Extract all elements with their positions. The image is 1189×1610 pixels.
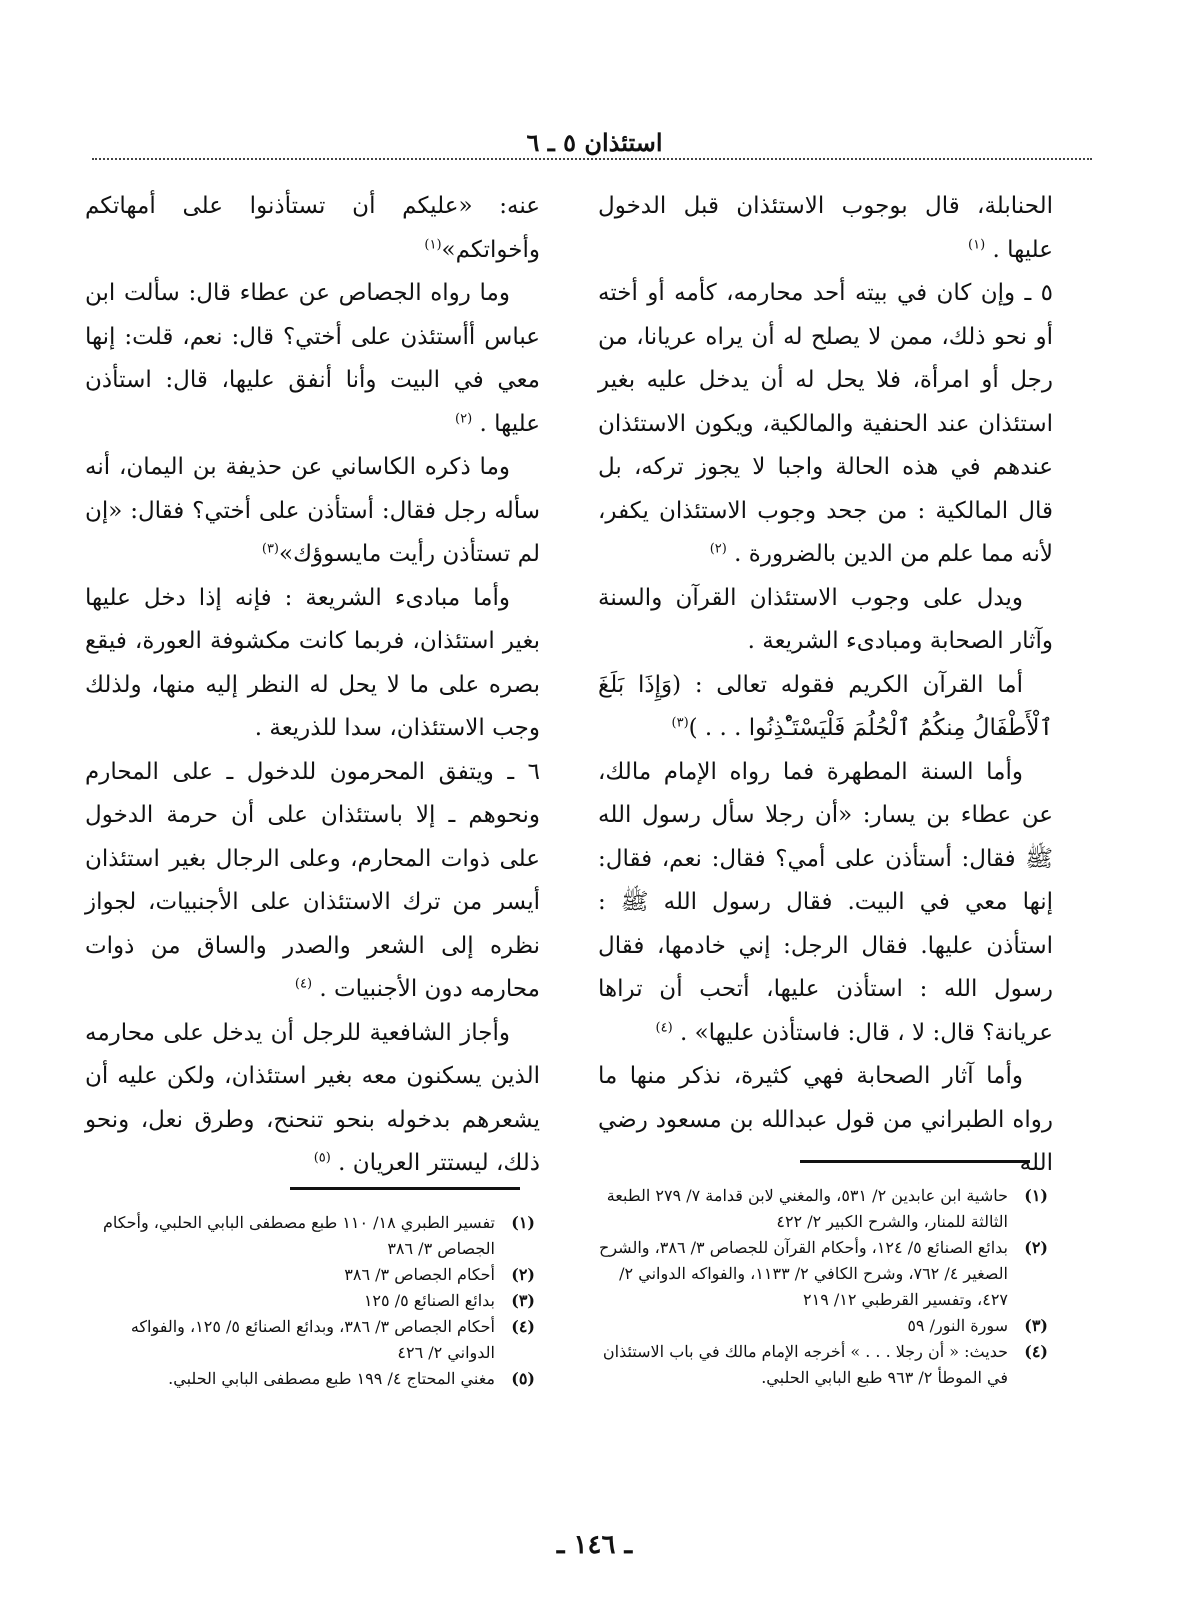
footnote: (٤) أحكام الجصاص ٣/ ٣٨٦، وبدائع الصنائع ٥/ ١٢٥، والفواكه الدواني ٢/ ٤٢٦ bbox=[130, 1317, 535, 1362]
footnote-marker: (٥) bbox=[313, 1150, 331, 1166]
paragraph: الحنابلة، قال بوجوب الاستئذان قبل الدخول عليها . $^{(١)}$ bbox=[598, 193, 1053, 263]
footnote-separator bbox=[290, 1187, 520, 1190]
footnote-marker: (٢) bbox=[455, 410, 473, 426]
paragraph: وأما مبادىء الشريعة : فإنه إذا دخل عليها بغير استئذان، فربما كانت مكشوفة العورة، فيقع بصره على ما لا يحل له النظر إليه منها، ولذلك وجب الاستئذان، سدا للذريعة . bbox=[85, 584, 540, 741]
footnotes-right bbox=[598, 1183, 1048, 1391]
footnote: (١) تفسير الطبري ١٨/ ١١٠ طبع مصطفى البابي الحلبي، وأحكام الجصاص ٣/ ٣٨٦ bbox=[102, 1213, 535, 1258]
footnote-marker: (٢) bbox=[709, 541, 727, 557]
right-column bbox=[598, 185, 1053, 1186]
footnote: (٢) بدائع الصنائع ٥/ ١٢٤، وأحكام القرآن للجصاص ٣/ ٣٨٦، والشرح الصغير ٤/ ٧٦٢، وشرح الكافي ٢/ ١١٣٣، والفواكه الدواني ٢/ ٤٢٧، وتفسير القرطبي ١٢/ ٢١٩ bbox=[599, 1238, 1048, 1309]
footnote-marker: (١) bbox=[424, 236, 442, 252]
footnote: (٢) أحكام الجصاص ٣/ ٣٨٦ bbox=[344, 1265, 535, 1284]
paragraph: ٦ ـ ويتفق المحرمون للدخول ـ على المحارم ونحوهم ـ إلا باستئذان على أن حرمة الدخول على ذوات المحارم، وعلى الرجال بغير استئذان أيسر من ترك الاستئذان على الأجنبيات، لجواز نظره إلى الشعر والصدر والساق من ذوات محارمه دون الأجنبيات . $^{(٤)}$ bbox=[85, 758, 540, 1002]
footnotes-left bbox=[85, 1210, 535, 1392]
footnote-marker: (٣) bbox=[671, 715, 689, 731]
footnote: (٥) مغني المحتاج ٤/ ١٩٩ طبع مصطفى البابي الحلبي. bbox=[168, 1369, 535, 1388]
paragraph: وأما السنة المطهرة فما رواه الإمام مالك، عن عطاء بن يسار: «أن رجلا سأل رسول الله ﷺ فقال: أستأذن على أمي؟ فقال: نعم، فقال: إنها معي في البيت. فقال رسول الله ﷺ : استأذن عليها. فقال الرجل: إني خادمها، فقال رسول الله : استأذن عليها، أتحب أن تراها عريانة؟ قال: لا ، قال: فاستأذن عليها» . $^{(٤)}$ bbox=[598, 758, 1053, 1046]
paragraph: وما رواه الجصاص عن عطاء قال: سألت ابن عباس أأستئذن على أختي؟ قال: نعم، قلت: إنها معي في البيت وأنا أنفق عليها، قال: استأذن عليها . $^{(٢)}$ bbox=[85, 280, 540, 437]
paragraph: ٥ ـ وإن كان في بيته أحد محارمه، كأمه أو أخته أو نحو ذلك، ممن لا يصلح له أن يراه عريانا، من رجل أو امرأة، فلا يحل له أن يدخل عليه بغير استئذان عند الحنفية والمالكية، ويكون الاستئذان عندهم في هذه الحالة واجبا لا يجوز تركه، بل قال المالكية : من جحد وجوب الاستئذان يكفر، لأنه مما علم من الدين بالضرورة . $^{(٢)}$ bbox=[598, 280, 1053, 567]
footnote: (٣) سورة النور/ ٥٩ bbox=[907, 1316, 1048, 1335]
footnote: (٤) حديث: « أن رجلا . . . » أخرجه الإمام مالك في باب الاستئذان في الموطأ ٢/ ٩٦٣ طبع البابي الحلبي. bbox=[602, 1342, 1048, 1387]
header-divider bbox=[92, 158, 1092, 160]
left-column bbox=[85, 185, 540, 1186]
footnote: (٣) بدائع الصنائع ٥/ ١٢٥ bbox=[363, 1291, 535, 1310]
footnote: (١) حاشية ابن عابدين ٢/ ٥٣١، والمغني لابن قدامة ٧/ ٢٧٩ الطبعة الثالثة للمنار، والشرح الكبير ٢/ ٤٢٢ bbox=[606, 1186, 1048, 1231]
footnote-marker: (١) bbox=[968, 236, 986, 252]
footnote-marker: (٣) bbox=[261, 541, 279, 557]
paragraph: عنه: «عليكم أن تستأذنوا على أمهاتكم وأخواتكم»$^{(١)}$ bbox=[85, 193, 540, 263]
footnote-separator bbox=[800, 1160, 1030, 1163]
page-number: ـ ١٤٦ ـ bbox=[556, 1530, 633, 1560]
footnote-marker: (٤) bbox=[655, 1019, 673, 1035]
footnote-marker: (٤) bbox=[294, 976, 313, 992]
paragraph: وأجاز الشافعية للرجل أن يدخل على محارمه الذين يسكنون معه بغير استئذان، ولكن عليه أن يشعرهم بدخوله بنحو تنحنح، وطرق نعل، ونحو ذلك، ليستتر العريان . $^{(٥)}$ bbox=[85, 1019, 540, 1176]
page-header: استئذان ٥ ـ ٦ bbox=[526, 128, 663, 157]
paragraph: وما ذكره الكاساني عن حذيفة بن اليمان، أنه سأله رجل فقال: أستأذن على أختي؟ فقال: «إن لم تستأذن رأيت مايسوؤك»$^{(٣)}$ bbox=[85, 454, 540, 567]
paragraph: ويدل على وجوب الاستئذان القرآن والسنة وآثار الصحابة ومبادىء الشريعة . bbox=[598, 584, 1053, 654]
paragraph: وأما آثار الصحابة فهي كثيرة، نذكر منها ما رواه الطبراني من قول عبدالله بن مسعود رضي الله bbox=[598, 1063, 1053, 1176]
paragraph: أما القرآن الكريم فقوله تعالى : (وَإِذَا بَلَغَ ٱلْأَطْفَالُ مِنكُمُ ٱلْحُلُمَ فَلْيَسْتَـْٔذِنُوا . . . )$^{(٣)}$ bbox=[598, 671, 1053, 741]
